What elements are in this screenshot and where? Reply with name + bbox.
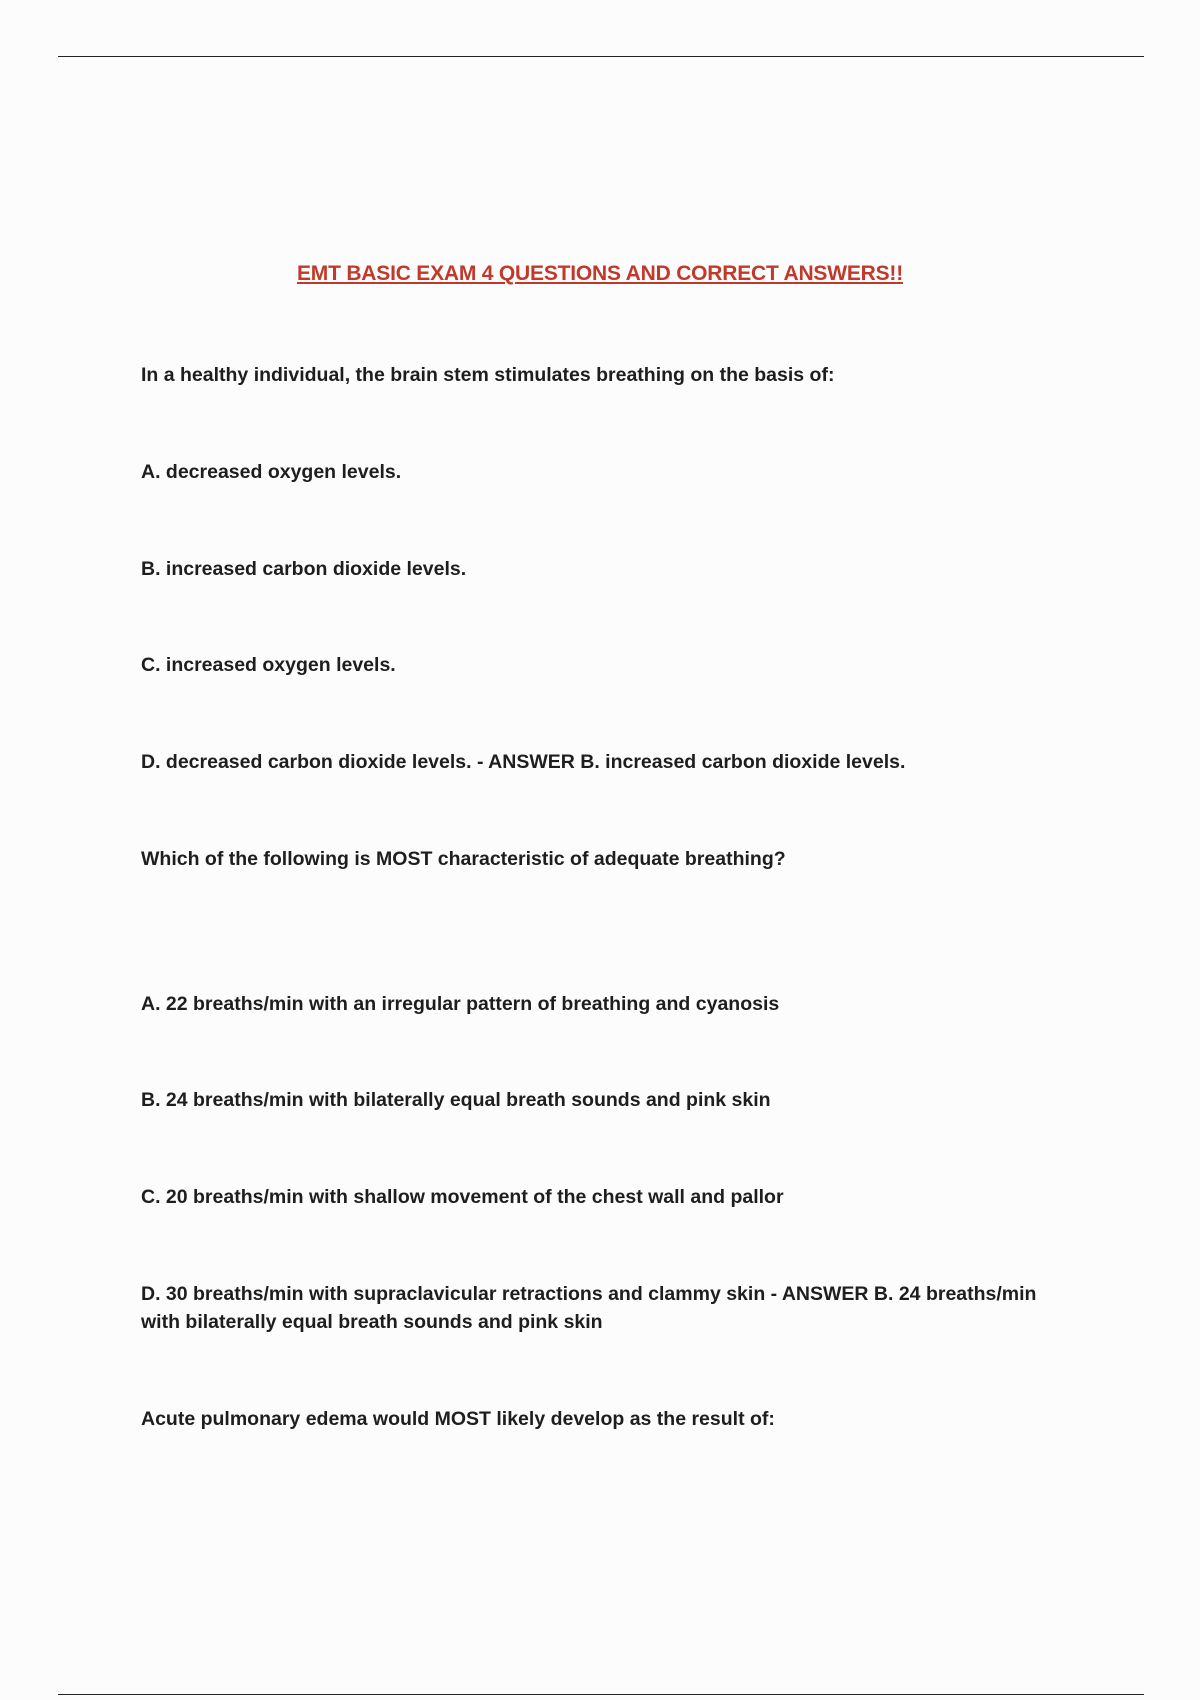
q2-option-a: A. 22 breaths/min with an irregular pattern of breathing and cyanosis	[141, 993, 780, 1015]
question-2: Which of the following is MOST characteristic of adequate breathing?	[141, 848, 786, 870]
q2-option-d-answer: D. 30 breaths/min with supraclavicular retractions and clammy skin - ANSWER B. 24 breaths/min with bilaterally equal breath sounds and pink skin	[141, 1283, 1037, 1333]
bottom-rule	[58, 1694, 1144, 1695]
question-3: Acute pulmonary edema would MOST likely develop as the result of:	[141, 1408, 775, 1430]
q2-option-c: C. 20 breaths/min with shallow movement of the chest wall and pallor	[141, 1186, 784, 1208]
q1-option-d-answer: D. decreased carbon dioxide levels. - ANSWER B. increased carbon dioxide levels.	[141, 751, 906, 773]
document-title: EMT BASIC EXAM 4 QUESTIONS AND CORRECT ANSWERS!!	[296, 262, 904, 285]
q1-option-c: C. increased oxygen levels.	[141, 654, 396, 676]
top-rule	[58, 56, 1144, 57]
q1-option-b: B. increased carbon dioxide levels.	[141, 558, 467, 580]
q2-option-b: B. 24 breaths/min with bilaterally equal breath sounds and pink skin	[141, 1089, 771, 1111]
question-1: In a healthy individual, the brain stem stimulates breathing on the basis of:	[141, 364, 835, 386]
q1-option-a: A. decreased oxygen levels.	[141, 461, 402, 483]
